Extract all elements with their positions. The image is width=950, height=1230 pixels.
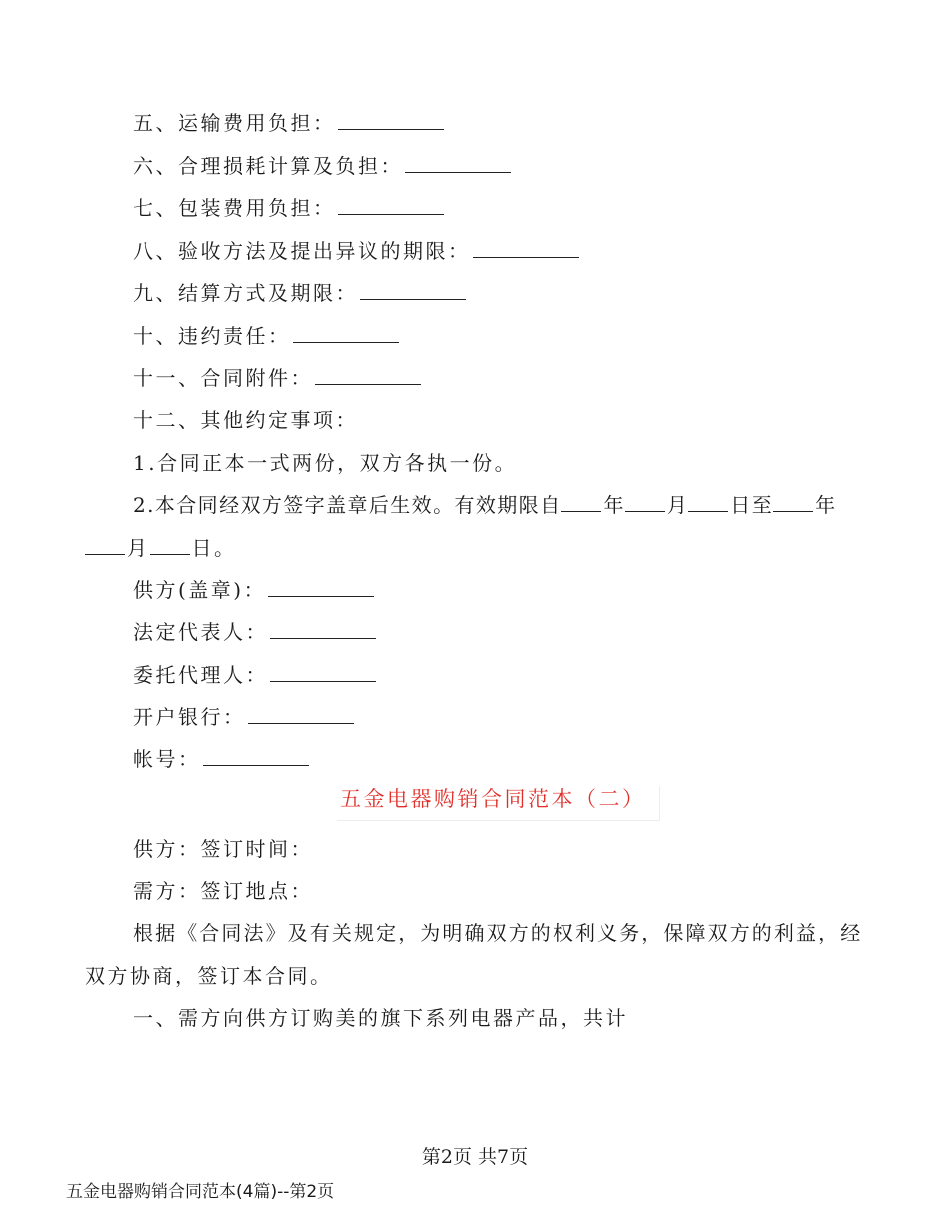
clause-9-label: 九、结算方式及期限：	[133, 281, 358, 305]
supplier-time	[133, 835, 313, 863]
clause-11	[133, 364, 421, 392]
item-2-cont	[85, 534, 237, 562]
day-end-label: 日。	[191, 536, 237, 560]
clause-1	[133, 1004, 628, 1032]
intro-paragraph	[133, 919, 862, 947]
fill-blank	[561, 491, 601, 512]
item-2-text: 2.本合同经双方签字盖章后生效。有效期限自	[133, 493, 562, 517]
fill-blank	[85, 534, 125, 555]
clause-11-label: 十一、合同附件：	[133, 366, 313, 390]
year-label: 年	[815, 493, 837, 517]
fill-blank	[248, 703, 354, 724]
fill-blank	[293, 322, 399, 343]
intro-line-2: 双方协商，签订本合同。	[85, 964, 333, 988]
legal-rep-label: 法定代表人：	[133, 620, 268, 644]
fill-blank	[338, 109, 444, 130]
item-1-text: 1.合同正本一式两份，双方各执一份。	[133, 451, 518, 475]
month-label: 月	[666, 493, 689, 517]
fill-blank	[150, 534, 190, 555]
bank	[133, 703, 354, 731]
clause-12	[133, 406, 358, 434]
fill-blank	[773, 491, 813, 512]
buyer-place-label: 需方：签订地点：	[133, 879, 313, 903]
fill-blank	[473, 237, 579, 258]
intro-line-1: 根据《合同法》及有关规定，为明确双方的权利义务，保障双方的利益，经	[133, 921, 863, 945]
agent-label: 委托代理人：	[133, 663, 268, 687]
clause-6	[133, 152, 511, 180]
account-label: 帐号：	[133, 747, 201, 771]
bank-label: 开户银行：	[133, 705, 246, 729]
item-2	[133, 491, 837, 519]
fill-blank	[268, 576, 374, 597]
fill-blank	[270, 661, 376, 682]
fill-blank	[338, 194, 444, 215]
fill-blank	[360, 279, 466, 300]
clause-7-label: 七、包装费用负担：	[133, 196, 336, 220]
clause-10-label: 十、违约责任：	[133, 324, 291, 348]
intro-paragraph-cont	[85, 962, 333, 990]
fill-blank	[625, 491, 665, 512]
clause-12-label: 十二、其他约定事项：	[133, 408, 358, 432]
item-1	[133, 449, 517, 477]
clause-8	[133, 237, 579, 265]
supplier-seal	[133, 576, 374, 604]
fill-blank	[315, 364, 421, 385]
page-number: 第2页 共7页	[421, 1146, 529, 1168]
year-label: 年	[603, 493, 625, 517]
clause-5-label: 五、运输费用负担：	[133, 111, 336, 135]
buyer-place	[133, 877, 313, 905]
document-footer: 五金电器购销合同范本(4篇)--第2页	[66, 1182, 335, 1202]
fill-blank	[688, 491, 728, 512]
clause-5	[133, 109, 444, 137]
clause-7	[133, 194, 444, 222]
clause-6-label: 六、合理损耗计算及负担：	[133, 154, 403, 178]
day-to-label: 日至	[730, 493, 774, 517]
clause-8-label: 八、验收方法及提出异议的期限：	[133, 239, 471, 263]
section-title: 五金电器购销合同范本（二）	[340, 787, 646, 811]
fill-blank	[203, 745, 309, 766]
fill-blank	[270, 618, 376, 639]
account	[133, 745, 309, 773]
clause-9	[133, 279, 466, 307]
month-label: 月	[127, 536, 150, 560]
legal-rep	[133, 618, 376, 646]
clause-10	[133, 322, 399, 350]
supplier-time-label: 供方：签订时间：	[133, 837, 313, 861]
supplier-seal-label: 供方(盖章)：	[133, 578, 267, 602]
clause-1-text: 一、需方向供方订购美的旗下系列电器产品，共计	[133, 1006, 628, 1030]
fill-blank	[405, 152, 511, 173]
agent	[133, 661, 376, 689]
